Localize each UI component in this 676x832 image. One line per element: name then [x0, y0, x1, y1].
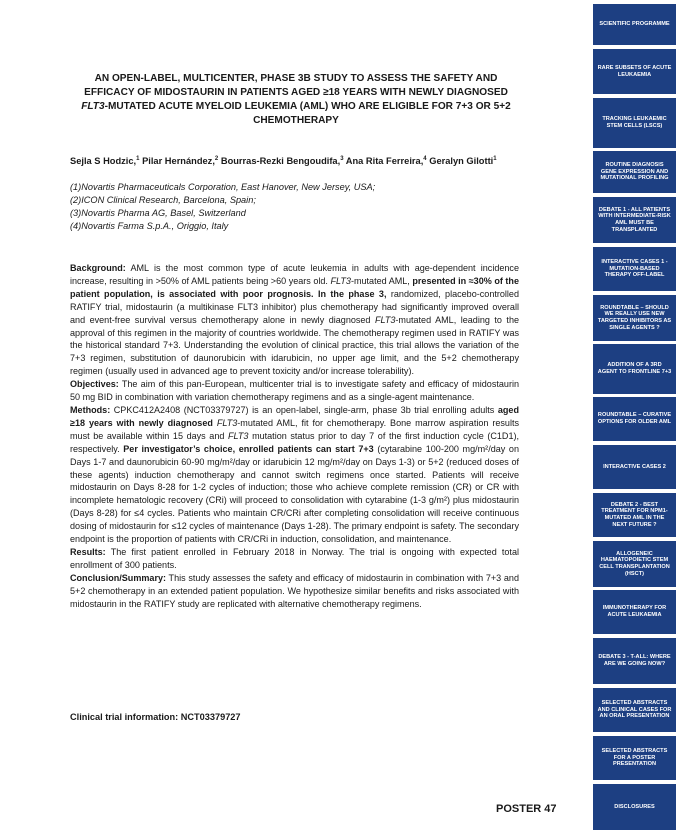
abstract-body: [70, 262, 519, 610]
affiliation: (4)Novartis Farma S.p.A., Origgio, Italy: [70, 221, 229, 231]
section-navigation: [590, 0, 676, 832]
nav-debate-1[interactable]: DEBATE 1 - ALL PATIENTS WITH INTERMEDIATE-RISK AML MUST BE TRANSPLANTED: [593, 197, 676, 243]
poster-number: POSTER 47: [496, 803, 557, 815]
clinical-trial-info: Clinical trial information: NCT03379727: [70, 712, 241, 722]
objectives-paragraph: Objectives: The aim of this pan-European, multicenter trial is to investigate safety and efficacy of midostaurin 50 mg BID in combination with variation chemotherapy regimens and as a single-agent maintenance.: [70, 379, 519, 403]
affiliation: (1)Novartis Pharmaceuticals Corporation, East Hanover, New Jersey, USA;: [70, 182, 376, 192]
nav-oral-abstracts[interactable]: SELECTED ABSTRACTS AND CLINICAL CASES FOR AN ORAL PRESENTATION: [593, 688, 676, 732]
nav-tracking-lscs[interactable]: TRACKING LEUKAEMIC STEM CELLS (LSCS): [593, 98, 676, 148]
nav-debate-3[interactable]: DEBATE 3 - T-ALL: WHERE ARE WE GOING NOW?: [593, 638, 676, 684]
affiliation-list: [70, 181, 530, 233]
poster-title: [72, 72, 520, 128]
conclusion-paragraph: Conclusion/Summary: This study assesses the safety and efficacy of midostaurin in combination with 7+3 and 5+2 chemotherapy in an extended patient population. We hypothesize similar benefits and risks associated with midostaurin in the RATIFY study are replicated with alternative chemotherapy regimens.: [70, 572, 519, 609]
nav-interactive-cases-1[interactable]: INTERACTIVE CASES 1 - MUTATION-BASED THERAPY OFF-LABEL: [593, 247, 676, 291]
author: Bourras-Rezki Bengoudifa,$^3$: [218, 156, 344, 167]
affiliation: (3)Novartis Pharma AG, Basel, Switzerland: [70, 208, 246, 218]
nav-poster-abstracts[interactable]: SELECTED ABSTRACTS FOR A POSTER PRESENTATION: [593, 736, 676, 780]
nav-third-agent[interactable]: ADDITION OF A 3RD AGENT TO FRONTLINE 7+3: [593, 344, 676, 394]
nav-interactive-cases-2[interactable]: INTERACTIVE CASES 2: [593, 445, 676, 489]
author: Pilar Hernández,$^2$: [139, 156, 219, 167]
author-list: [70, 153, 530, 168]
author: Sejla S Hodzic,$^1$: [70, 156, 140, 167]
nav-disclosures[interactable]: DISCLOSURES: [593, 784, 676, 830]
nav-roundtable-older-aml[interactable]: ROUNDTABLE – CURATIVE OPTIONS FOR OLDER AML: [593, 397, 676, 441]
nav-routine-diagnosis[interactable]: ROUTINE DIAGNOSIS GENE EXPRESSION AND MUTATIONAL PROFILING: [593, 151, 676, 193]
nav-scientific-programme[interactable]: SCIENTIFIC PROGRAMME: [593, 4, 676, 45]
nav-roundtable-inhibitors[interactable]: ROUNDTABLE – SHOULD WE REALLY USE NEW TARGETED INHIBITORS AS SINGLE AGENTS ?: [593, 295, 676, 341]
author: Ana Rita Ferreira,$^4$: [343, 156, 427, 167]
nav-allogeneic-hsct[interactable]: ALLOGENEIC HAEMATOPOIETIC STEM CELL TRANSPLANTATION (HSCT): [593, 541, 676, 587]
author: Geralyn Gilotti$^1$: [426, 156, 497, 167]
background-paragraph: Background: AML is the most common type of acute leukemia in adults with age-dependent incidence increase, resulting in >50% of AML patients being >60 years old. FLT3-mutated AML, presented in ≈30% of the patient population, is associated with poor prognosis. In the phase 3, randomized, placebo-controlled RATIFY trial, midostaurin (a multikinase FLT3 inhibitor) plus chemotherapy had significantly improved overall and event-free survival versus chemotherapy alone in newly diagnosed FLT3-mutated AML, leading to the approval of this regimen in the majority of countries worldwide. The chemotherapy regimen used in RATIFY was the historical standard 7+3. Understanding the evolution of clinical practice, this trial allows the variation of the 7+3 regimen, substitution of daunorubicin with idarubicin, no upper age limit, and the 5+2 chemotherapy regimen (usually used in advanced age to prevent toxicity and/or increase tolerability).: [70, 263, 520, 377]
title-text: AN OPEN-LABEL, MULTICENTER, PHASE 3B STUDY TO ASSESS THE SAFETY AND EFFICACY OF MIDOSTAURIN IN PATIENTS AGED ≥18 YEARS WITH NEWLY DIAGNOSED FLT3-MUTATED ACUTE MYELOID LEUKEMIA (AML) WHO ARE ELIGIBLE FOR 7+3 OR 5+2 CHEMOTHERAPY: [81, 73, 511, 126]
nav-debate-2[interactable]: DEBATE 2 - BEST TREATMENT FOR NPM1-MUTATED AML IN THE NEXT FUTURE ?: [593, 493, 676, 537]
affiliation: (2)ICON Clinical Research, Barcelona, Spain;: [70, 195, 256, 205]
methods-paragraph: Methods: CPKC412A2408 (NCT03379727) is an open-label, single-arm, phase 3b trial enrolling adults aged ≥18 years with newly diagnosed FLT3-mutated AML, fit for chemotherapy. Bone marrow aspiration results must be available within 15 days and FLT3 mutation status prior to day 7 of the first induction cycle (C1D1), respectively. Per investigator’s choice, enrolled patients can start 7+3 (cytarabine 100-200 mg/m²/day on Days 1-7 and daunorubicin 60-90 mg/m²/day or idarubicin 12 mg/m²/day on Days 1-3) or 5+2 (reduced doses of these agents) induction chemotherapy and cannot switch regimens once started. Patients will receive midostaurin on Days 8-28 for 1-2 cycles of induction; those who achieve complete remission (CR) or CR with incomplete hematologic recovery (CRi) will proceed to consolidation with cytarabine (1-3 g/m²) plus midostaurin (Days 8-28) for ≤4 cycles. Patients who maintain CR/CRi after completing consolidation will receive continuous dosing of midostaurin for ≤12 cycles of maintenance (Days 1-28). The primary endpoint is safety. The secondary endpoint is the proportion of patients with CR/CRi in induction, consolidation, and maintenance.: [70, 404, 520, 545]
nav-immunotherapy[interactable]: IMMUNOTHERAPY FOR ACUTE LEUKAEMIA: [593, 590, 676, 634]
results-paragraph: Results: The first patient enrolled in February 2018 in Norway. The trial is ongoing with expected total enrollment of 300 patients.: [70, 546, 519, 570]
nav-rare-subsets[interactable]: RARE SUBSETS OF ACUTE LEUKAEMIA: [593, 49, 676, 94]
